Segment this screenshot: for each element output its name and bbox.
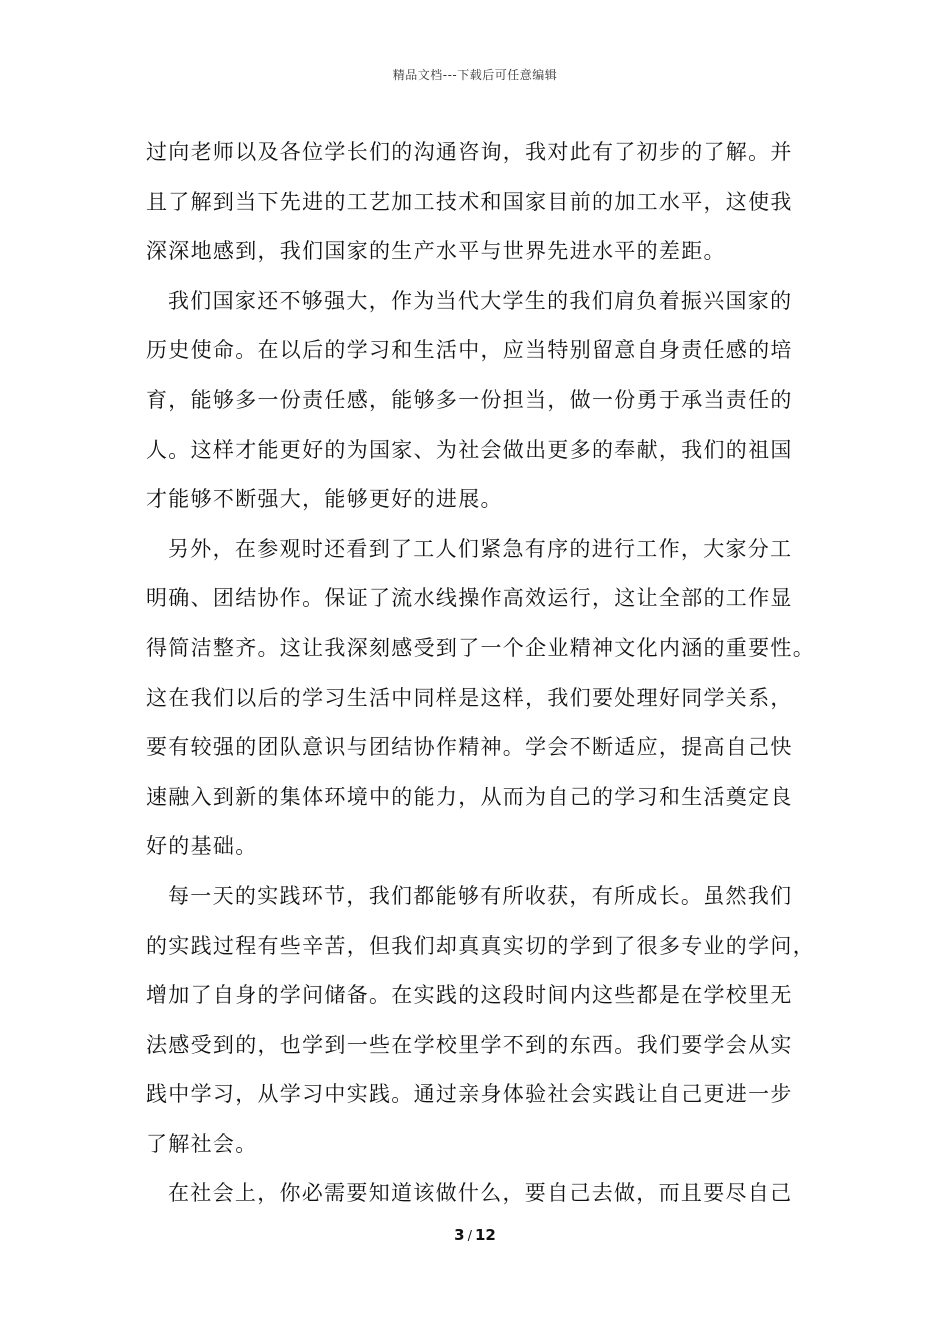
text-line: 好的基础。 xyxy=(146,834,258,859)
paragraph-first-line: 另外，在参观时还看到了工人们紧急有序的进行工作，大家分工 xyxy=(168,536,793,561)
text-line: 明确、团结协作。保证了流水线操作高效运行，这让全部的工作显 xyxy=(146,586,793,611)
text-line: 这在我们以后的学习生活中同样是这样，我们要处理好同学关系， xyxy=(146,685,793,710)
page-separator: / xyxy=(467,1229,472,1244)
paragraph-first-line: 我们国家还不够强大，作为当代大学生的我们肩负着振兴国家的 xyxy=(168,288,793,313)
text-line: 才能够不断强大，能够更好的进展。 xyxy=(146,487,503,512)
text-line: 历史使命。在以后的学习和生活中，应当特别留意自身责任感的培 xyxy=(146,338,793,363)
text-line: 且了解到当下先进的工艺加工技术和国家目前的加工水平，这使我 xyxy=(146,189,793,214)
text-line: 要有较强的团队意识与团结协作精神。学会不断适应，提高自己快 xyxy=(146,735,793,760)
text-line: 的实践过程有些辛苦，但我们却真真实切的学到了很多专业的学问， xyxy=(146,933,815,958)
document-body xyxy=(146,128,814,1219)
page-number xyxy=(0,1226,950,1244)
text-line: 深深地感到，我们国家的生产水平与世界先进水平的差距。 xyxy=(146,239,726,264)
text-line: 育，能够多一份责任感，能够多一份担当，做一份勇于承当责任的 xyxy=(146,387,793,412)
text-line: 践中学习，从学习中实践。通过亲身体验社会实践让自己更进一步 xyxy=(146,1082,793,1107)
page-header: 精品文档---下载后可任意编辑 xyxy=(392,68,558,82)
text-line: 增加了自身的学问储备。在实践的这段时间内这些都是在学校里无 xyxy=(146,983,793,1008)
text-line: 得简洁整齐。这让我深刻感受到了一个企业精神文化内涵的重要性。 xyxy=(146,635,815,660)
text-line: 速融入到新的集体环境中的能力，从而为自己的学习和生活奠定良 xyxy=(146,784,793,809)
text-line: 过向老师以及各位学长们的沟通咨询，我对此有了初步的了解。并 xyxy=(146,140,793,164)
paragraph-first-line: 每一天的实践环节，我们都能够有所收获，有所成长。虽然我们 xyxy=(168,883,793,908)
total-pages: 12 xyxy=(474,1226,496,1244)
text-line: 人。这样才能更好的为国家、为社会做出更多的奉献，我们的祖国 xyxy=(146,437,793,462)
text-line: 法感受到的，也学到一些在学校里学不到的东西。我们要学会从实 xyxy=(146,1032,793,1057)
current-page: 3 xyxy=(454,1226,465,1244)
text-line: 了解社会。 xyxy=(146,1131,258,1156)
paragraph-first-line: 在社会上，你必需要知道该做什么，要自己去做，而且要尽自己 xyxy=(168,1181,793,1206)
